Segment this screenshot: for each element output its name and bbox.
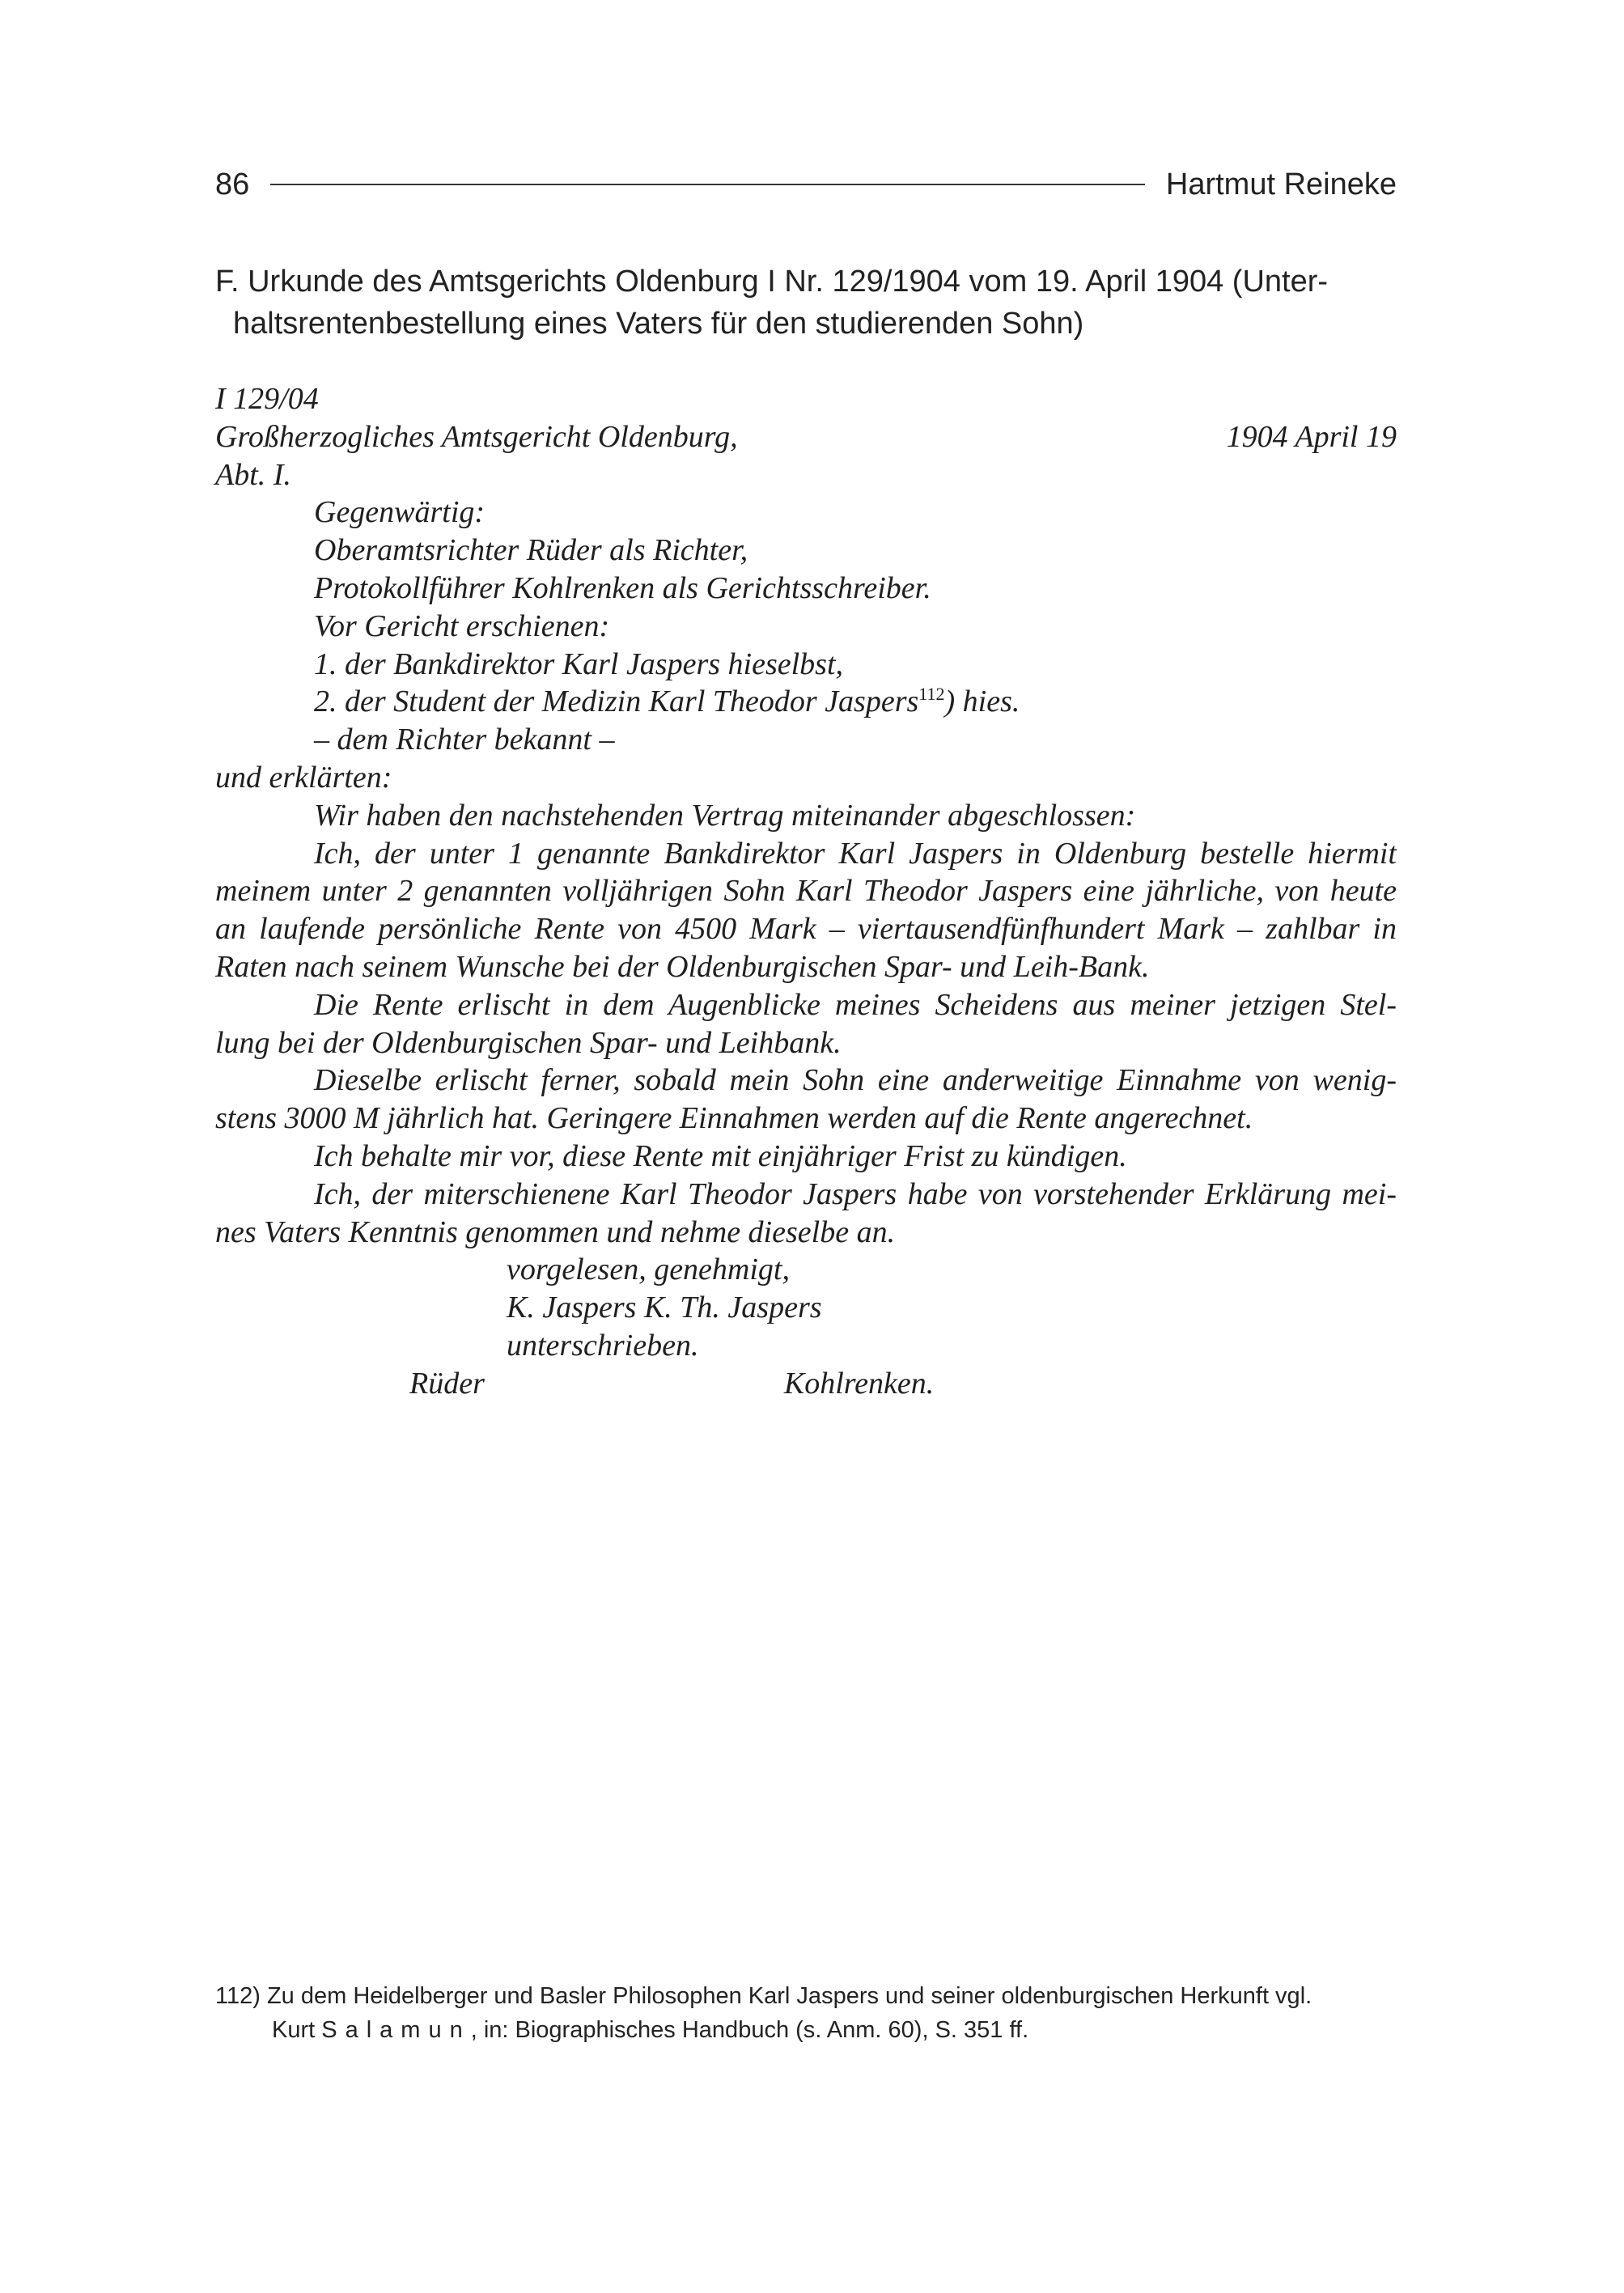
party-two-text: 2. der Student der Medizin Karl Theodor Jaspers: [314, 685, 919, 719]
party-one: 1. der Bankdirektor Karl Jaspers hieselbst,: [314, 646, 844, 681]
paragraph-annuity-line: Ich, der unter 1 genannte Bankdirektor Karl Jaspers in Oldenburg bestelle hiermit: [314, 836, 1397, 871]
footnote-author-first: Kurt: [272, 2017, 322, 2043]
paragraph-income-line: Dieselbe erlischt ferner, sobald mein Sohn eine anderweitige Einnahme von wenig-: [314, 1063, 1397, 1098]
department: Abt. I.: [215, 457, 291, 492]
footnote-line-2: [215, 2013, 1397, 2047]
signature-row: [215, 1365, 1397, 1403]
paragraph-annuity-line: an laufende persönliche Rente von 4500 Mark – viertausendfünfhundert Mark – zahlbar in: [215, 912, 1397, 947]
record-date: 1904 April 19: [1226, 419, 1397, 454]
appeared-label: Vor Gericht erschienen:: [314, 608, 610, 643]
footnote-text: Zu dem Heidelberger und Basler Philosophen Karl Jaspers und seiner oldenburgischen Herkunft vgl.: [266, 1983, 1312, 2009]
footnote-reference: 112: [918, 684, 945, 705]
party-two-suffix: ) hies.: [944, 685, 1020, 719]
paragraph-expiry-line: lung bei der Oldenburgischen Spar- und Leihbank.: [215, 1025, 842, 1060]
footnote-line-1: [215, 1983, 1312, 2009]
page-number: 86: [215, 167, 250, 201]
running-head-author: Hartmut Reineke: [1165, 167, 1397, 201]
footnote-author-last: Salamun: [321, 2017, 471, 2043]
footnote: [215, 1979, 1397, 2047]
section-heading-line-1: F. Urkunde des Amtsgerichts Oldenburg I Nr. 129/1904 vom 19. April 1904 (Unter-: [215, 265, 1329, 299]
paragraph-acceptance-line: Ich, der miterschienene Karl Theodor Jaspers habe von vorstehender Erklärung mei-: [314, 1176, 1397, 1211]
present-label: Gegenwärtig:: [314, 495, 486, 530]
paragraph-annuity-line: Raten nach seinem Wunsche bei der Oldenburgischen Spar- und Leih-Bank.: [215, 949, 1150, 984]
record-reference: I 129/04: [215, 382, 319, 416]
paragraph-termination: Ich behalte mir vor, diese Rente mit einjähriger Frist zu kündigen.: [314, 1138, 1127, 1173]
court-date-row: [215, 418, 1397, 456]
signed-names: K. Jaspers K. Th. Jaspers: [507, 1291, 822, 1325]
paragraph-acceptance-line: nes Vaters Kenntnis genommen und nehme dieselbe an.: [215, 1214, 896, 1249]
party-two: [215, 683, 1397, 721]
section-heading-line-2: haltsrentenbestellung eines Vaters für den studierenden Sohn): [233, 307, 1084, 341]
paragraph-income-line: stens 3000 M jährlich hat. Geringere Einnahmen werden auf die Rente angerechnet.: [215, 1101, 1253, 1136]
read-approved: vorgelesen, genehmigt,: [507, 1252, 790, 1287]
declared-label: und erklärten:: [215, 760, 392, 795]
signed-label: unterschrieben.: [507, 1328, 699, 1363]
present-judge: Oberamtsrichter Rüder als Richter,: [314, 533, 748, 568]
header-rule: [270, 184, 1145, 185]
page-header: [215, 162, 1397, 207]
court-record: [215, 380, 1397, 1403]
known-to-judge: – dem Richter bekannt –: [314, 723, 615, 757]
footnote-marker: 112): [215, 1983, 261, 2009]
present-clerk: Protokollführer Kohlrenken als Gerichtsschreiber.: [314, 570, 931, 605]
judge-signature: Rüder: [409, 1366, 485, 1401]
section-heading: [215, 261, 1397, 345]
paragraph-expiry-line: Die Rente erlischt in dem Augenblicke meines Scheidens aus meiner jetzigen Stel-: [314, 987, 1397, 1022]
footnote-citation: , in: Biographisches Handbuch (s. Anm. 60), S. 351 ff.: [470, 2017, 1029, 2043]
court-name: Großherzogliches Amtsgericht Oldenburg,: [215, 419, 738, 454]
clerk-signature: Kohlrenken.: [783, 1366, 935, 1401]
paragraph-contract: Wir haben den nachstehenden Vertrag miteinander abgeschlossen:: [314, 798, 1136, 833]
paragraph-annuity-line: meinem unter 2 genannten volljährigen Sohn Karl Theodor Jaspers eine jährliche, von heute: [215, 874, 1397, 909]
